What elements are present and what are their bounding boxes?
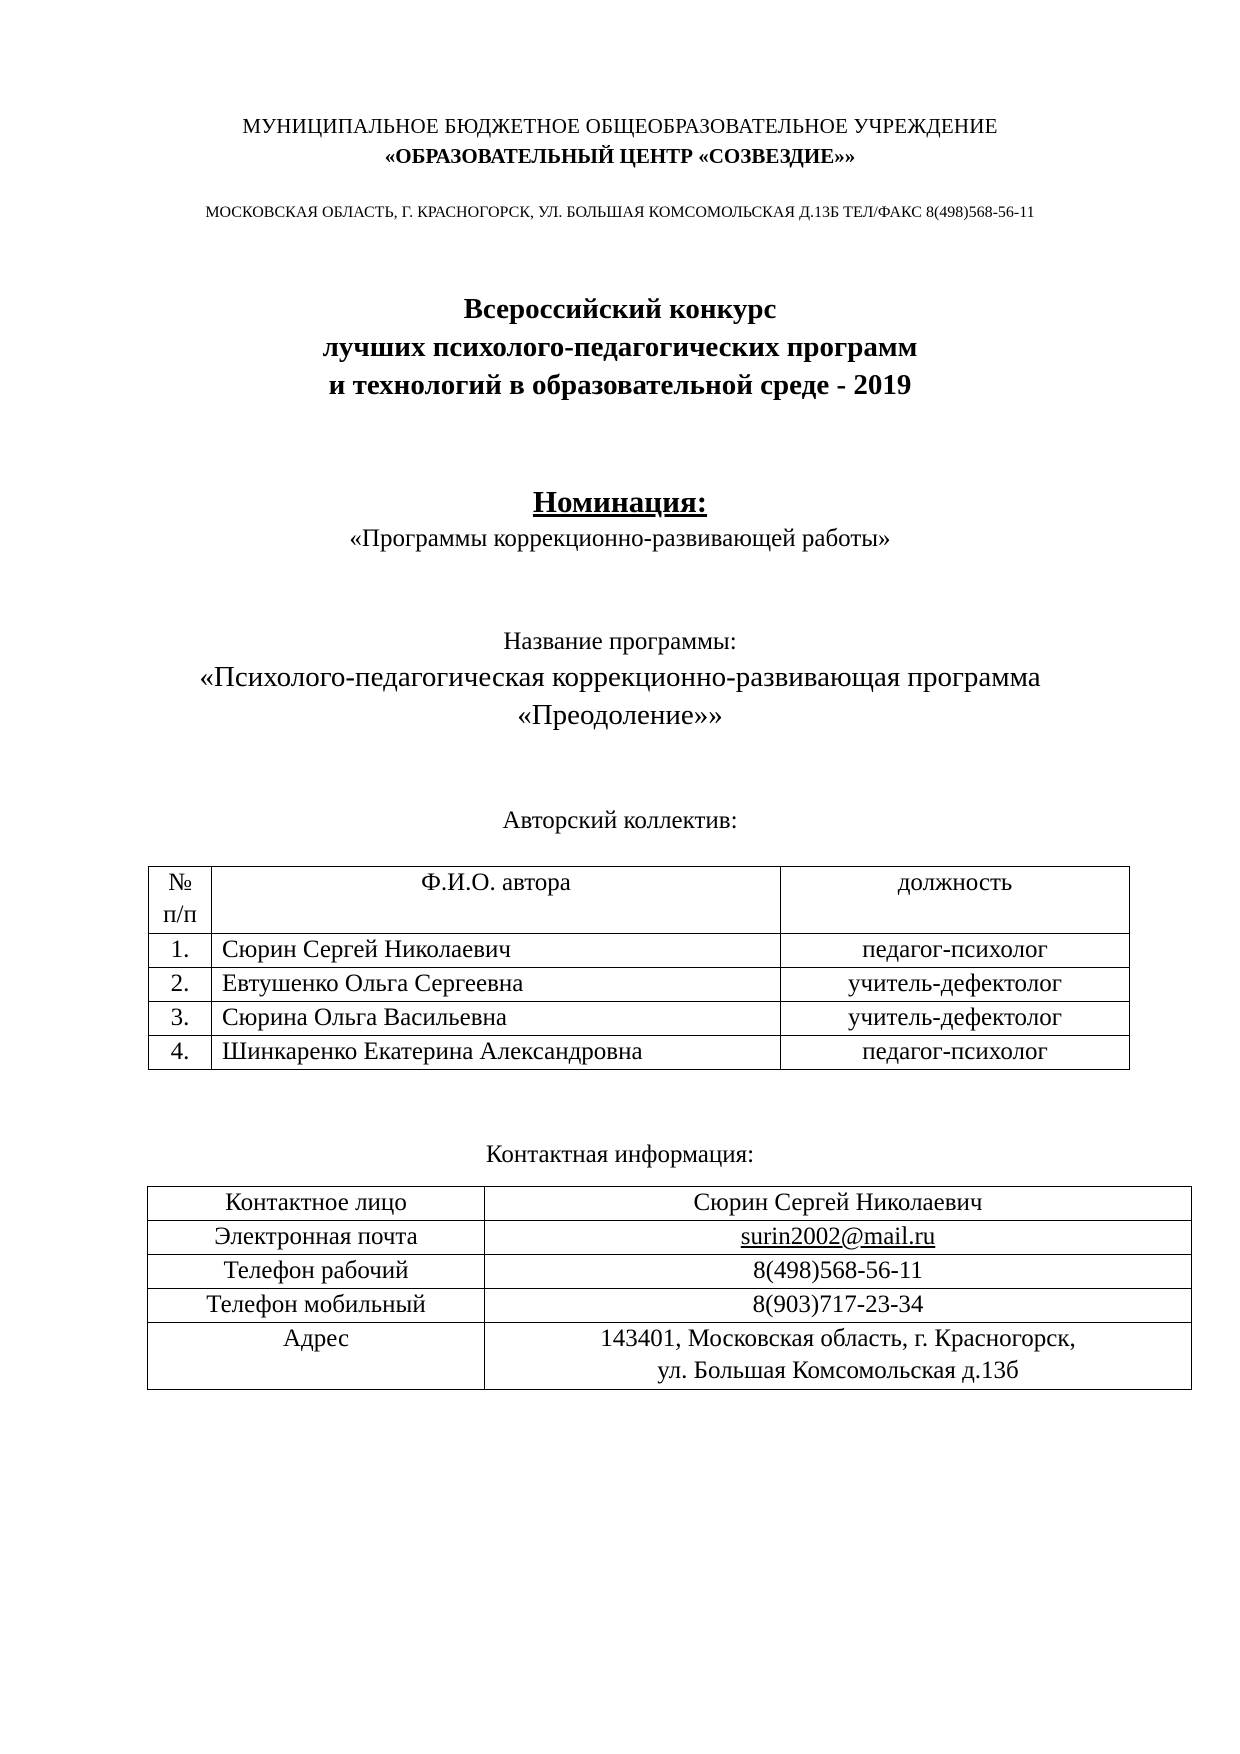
nomination-heading: Номинация:	[532, 484, 708, 519]
table-row	[148, 1323, 1192, 1390]
email-link[interactable]: surin2002@mail.ru	[740, 1223, 936, 1250]
author-num: 1.	[149, 934, 212, 968]
contact-value: 8(903)717-23-34	[485, 1289, 1192, 1323]
header-num: № п/п	[149, 867, 212, 934]
contest-title	[0, 290, 1240, 404]
contact-key: Телефон мобильный	[148, 1289, 485, 1323]
table-row	[149, 968, 1130, 1002]
address-line2: ул. Большая Комсомольская д.13б	[657, 1357, 1019, 1384]
contact-key: Телефон рабочий	[148, 1255, 485, 1289]
author-position: учитель-дефектолог	[781, 1002, 1130, 1036]
table-row	[149, 1002, 1130, 1036]
table-row	[148, 1255, 1192, 1289]
program-label: Название программы:	[503, 628, 737, 655]
author-fio: Евтушенко Ольга Сергеевна	[212, 968, 781, 1002]
contacts-table	[147, 1186, 1192, 1390]
table-row	[148, 1289, 1192, 1323]
contest-title-line1: Всероссийский конкурс	[463, 293, 777, 325]
author-fio: Сюрина Ольга Васильевна	[212, 1002, 781, 1036]
author-num: 3.	[149, 1002, 212, 1036]
table-row	[148, 1187, 1192, 1221]
address-line1: 143401, Московская область, г. Красногорск,	[600, 1325, 1076, 1352]
institution-address: МОСКОВСКАЯ ОБЛАСТЬ, Г. КРАСНОГОРСК, УЛ. БОЛЬШАЯ КОМСОМОЛЬСКАЯ Д.13Б ТЕЛ/ФАКС 8(498)568-56-11	[205, 204, 1035, 221]
author-num: 4.	[149, 1036, 212, 1070]
table-row	[149, 1036, 1130, 1070]
contact-email-cell	[485, 1221, 1192, 1255]
table-row	[149, 934, 1130, 968]
contact-key: Электронная почта	[148, 1221, 485, 1255]
author-position: педагог-психолог	[781, 934, 1130, 968]
institution-name-line1: МУНИЦИПАЛЬНОЕ БЮДЖЕТНОЕ ОБЩЕОБРАЗОВАТЕЛЬНОЕ УЧРЕЖДЕНИЕ	[242, 114, 998, 138]
institution-name-line2: «ОБРАЗОВАТЕЛЬНЫЙ ЦЕНТР «СОЗВЕЗДИЕ»»	[384, 144, 856, 168]
nomination-value: «Программы коррекционно-развивающей работы»	[349, 525, 891, 552]
contact-value: 8(498)568-56-11	[485, 1255, 1192, 1289]
program-name	[0, 658, 1240, 734]
contact-key: Контактное лицо	[148, 1187, 485, 1221]
author-position: учитель-дефектолог	[781, 968, 1130, 1002]
contact-address-cell	[485, 1323, 1192, 1390]
authors-table	[148, 866, 1130, 1070]
authors-label: Авторский коллектив:	[502, 807, 738, 834]
contact-value: Сюрин Сергей Николаевич	[485, 1187, 1192, 1221]
author-position: педагог-психолог	[781, 1036, 1130, 1070]
authors-table-header	[149, 867, 1130, 934]
author-fio: Шинкаренко Екатерина Александровна	[212, 1036, 781, 1070]
header-position: должность	[781, 867, 1130, 934]
author-num: 2.	[149, 968, 212, 1002]
contacts-label: Контактная информация:	[485, 1141, 755, 1168]
contest-title-line3: и технологий в образовательной среде - 2019	[328, 369, 912, 401]
contact-key: Адрес	[148, 1323, 485, 1390]
program-name-line2: «Преодоление»»	[517, 699, 723, 731]
header-fio: Ф.И.О. автора	[212, 867, 781, 934]
contest-title-line2: лучших психолого-педагогических программ	[322, 331, 918, 363]
table-row	[148, 1221, 1192, 1255]
program-name-line1: «Психолого-педагогическая коррекционно-развивающая программа	[199, 661, 1041, 693]
author-fio: Сюрин Сергей Николаевич	[212, 934, 781, 968]
